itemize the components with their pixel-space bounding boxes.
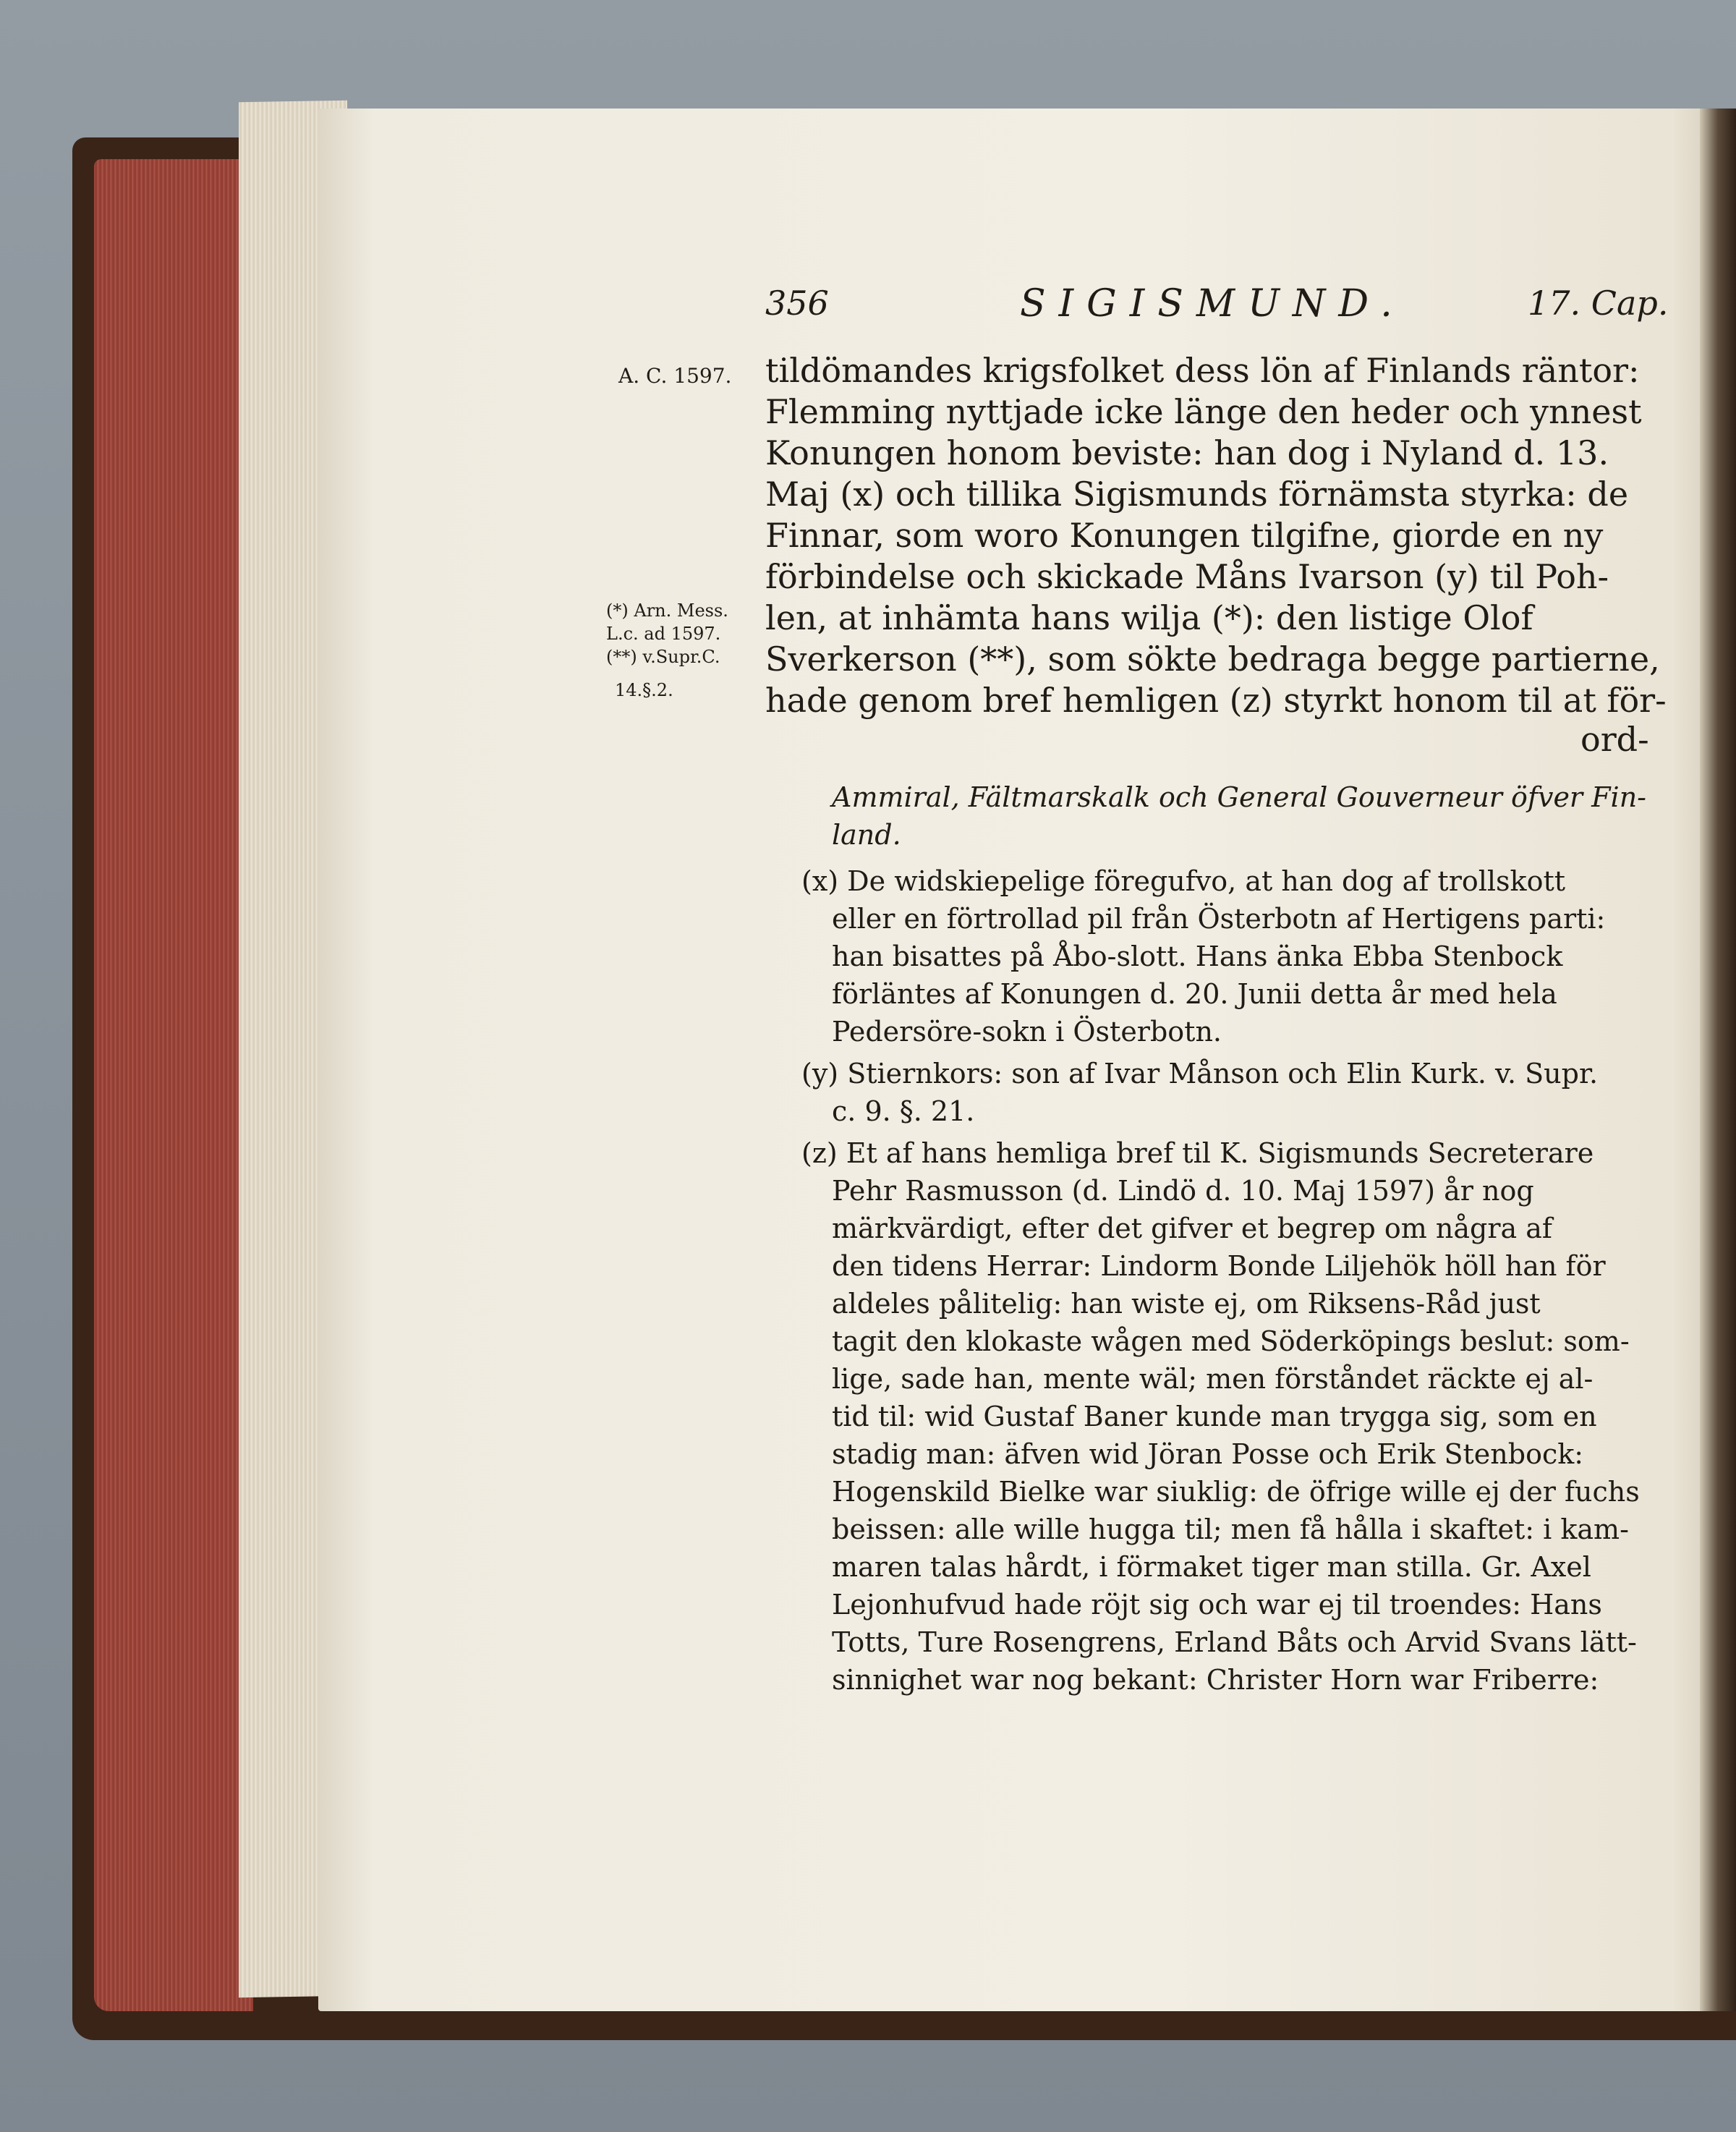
- footnote-line: Pedersöre-sokn i Österbotn.: [832, 1016, 1222, 1048]
- body-line: Flemming nyttjade icke länge den heder och ynnest: [765, 392, 1642, 431]
- body-line: Maj (x) och tillika Sigismunds förnämsta styrka: de: [765, 475, 1629, 514]
- footnote-line: Ammiral, Fältmarskalk och General Gouverneur öfver Fin-: [832, 781, 1647, 813]
- footnote-line: han bisattes på Åbo-slott. Hans änka Ebba Stenbock: [832, 940, 1563, 972]
- body-line: hade genom bref hemligen (z) styrkt honom til at för-: [765, 681, 1667, 720]
- margin-note-line: (*) Arn. Mess.: [606, 600, 728, 621]
- footnote-line: Lejonhufvud hade röjt sig och war ej til troendes: Hans: [832, 1589, 1602, 1621]
- footnote-line: förläntes af Konungen d. 20. Junii detta år med hela: [832, 978, 1557, 1010]
- margin-note-line: L.c. ad 1597.: [606, 624, 721, 644]
- body-line: Finnar, som woro Konungen tilgifne, giorde en ny: [765, 516, 1604, 555]
- footnote-line: sinnighet war nog bekant: Christer Horn war Friberre:: [832, 1664, 1599, 1696]
- footnote-line: maren talas hårdt, i förmaket tiger man stilla. Gr. Axel: [832, 1551, 1591, 1583]
- footnote-line: den tidens Herrar: Lindorm Bonde Liljehök höll han för: [832, 1250, 1606, 1282]
- footnote-line: Pehr Rasmusson (d. Lindö d. 10. Maj 1597) år nog: [832, 1175, 1534, 1207]
- footnote-line: (x) De widskiepelige föregufvo, at han dog af trollskott: [801, 865, 1566, 897]
- body-line: Konungen honom beviste: han dog i Nyland d. 13.: [765, 433, 1609, 472]
- footnote-line: land.: [832, 819, 901, 851]
- margin-note-line: (**) v.Supr.C.: [606, 647, 720, 667]
- footnote-line: tagit den klokaste wågen med Söderköpings beslut: som-: [832, 1325, 1630, 1357]
- margin-note-line: 14.§.2.: [615, 680, 673, 700]
- footnote-line: Totts, Ture Rosengrens, Erland Båts och Arvid Svans lätt-: [832, 1626, 1637, 1658]
- book-gutter: [1700, 109, 1736, 2011]
- body-line: Sverkerson (**), som sökte bedraga begge partierne,: [765, 640, 1660, 679]
- footnote-line: stadig man: äfven wid Jöran Posse och Erik Stenbock:: [832, 1438, 1584, 1470]
- footnote-line: c. 9. §. 21.: [832, 1095, 975, 1127]
- margin-year: A. C. 1597.: [618, 364, 732, 388]
- footnote-line: aldeles pålitelig: han wiste ej, om Riksens-Råd just: [832, 1288, 1541, 1320]
- page-edges: [94, 159, 253, 2011]
- footnote-line: Hogenskild Bielke war siuklig: de öfrige wille ej der fuchs: [832, 1476, 1640, 1508]
- running-title: SIGISMUND.: [1020, 282, 1405, 326]
- footnote-line: (z) Et af hans hemliga bref til K. Sigismunds Secreterare: [801, 1137, 1594, 1169]
- catchword: ord-: [1580, 720, 1649, 759]
- page-number: 356: [765, 284, 829, 323]
- body-line: tildömandes krigsfolket dess lön af Finlands räntor:: [765, 351, 1640, 390]
- body-line: len, at inhämta hans wilja (*): den listige Olof: [765, 598, 1533, 637]
- footnote-line: (y) Stiernkors: son af Ivar Månson och Elin Kurk. v. Supr.: [801, 1058, 1599, 1090]
- footnote-line: beissen: alle wille hugga til; men få hålla i skaftet: i kam-: [832, 1513, 1629, 1545]
- footnote-line: eller en förtrollad pil från Österbotn af Hertigens parti:: [832, 903, 1606, 935]
- chapter-label: 17. Cap.: [1528, 284, 1669, 323]
- body-line: förbindelse och skickade Måns Ivarson (y) til Poh-: [765, 557, 1609, 596]
- footnote-line: tid til: wid Gustaf Baner kunde man trygga sig, som en: [832, 1401, 1597, 1432]
- footnote-line: lige, sade han, mente wäl; men förståndet räckte ej al-: [832, 1363, 1594, 1395]
- footnote-line: märkvärdigt, efter det gifver et begrep om några af: [832, 1212, 1552, 1244]
